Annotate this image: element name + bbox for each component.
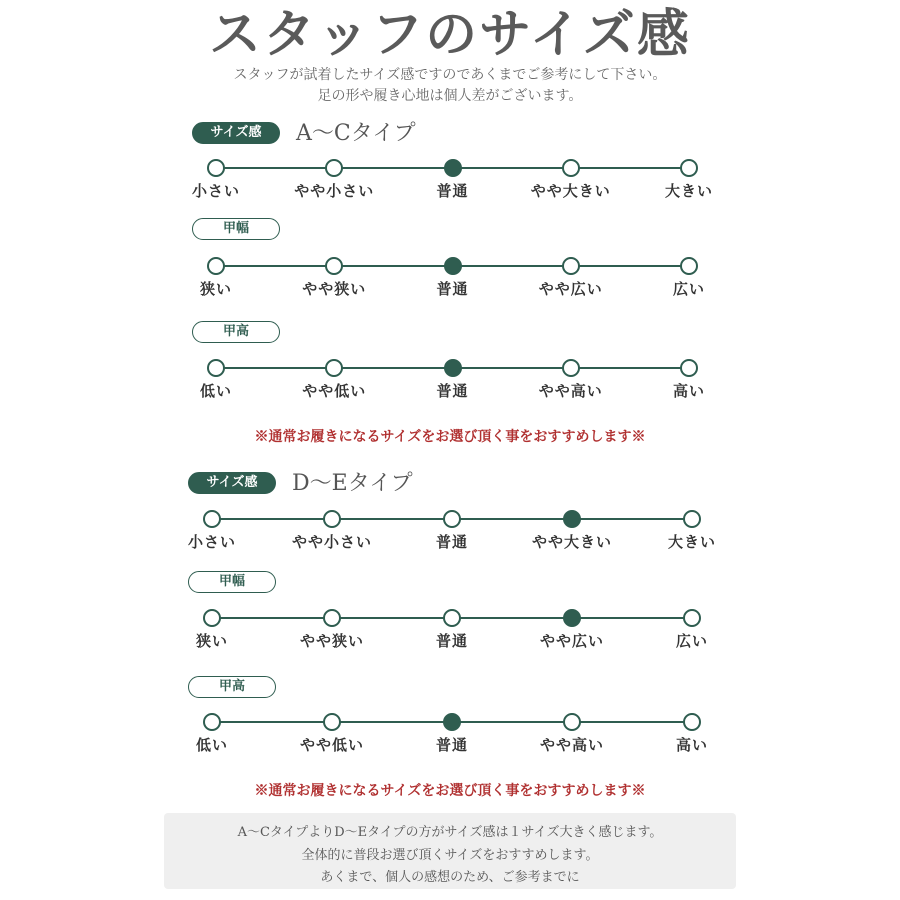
scale-label: 低い <box>195 736 228 754</box>
scale-label: 小さい <box>187 533 236 551</box>
badge-size-a-c: サイズ感 <box>192 122 280 144</box>
scale-label: 大きい <box>664 182 713 200</box>
instep-scale-a-c <box>0 355 900 405</box>
scale-label: やや小さい <box>291 533 372 551</box>
instep-scale-d-e <box>0 709 900 759</box>
scale-dot <box>683 609 701 627</box>
scale-label: 広い <box>672 280 705 298</box>
scale-label: 高い <box>672 382 705 400</box>
scale-dot <box>683 510 701 528</box>
scale-label: 広い <box>675 632 708 650</box>
type-label-d-e: D〜Eタイプ <box>292 471 413 496</box>
scale-label: やや高い <box>538 382 603 400</box>
scale-label: やや狭い <box>299 632 364 650</box>
size-scale-a-c <box>0 155 900 205</box>
scale-label: やや狭い <box>302 280 367 298</box>
badge-width-a-c: 甲幅 <box>192 218 280 240</box>
footer-line-3: あくまで、個人の感想のため、ご参考までに <box>320 870 580 885</box>
scale-dot <box>207 257 225 275</box>
scale-dot <box>562 359 580 377</box>
footer-note-box <box>164 813 736 889</box>
scale-label: やや低い <box>299 736 364 754</box>
scale-label: やや大きい <box>530 182 611 200</box>
scale-label: 狭い <box>199 280 232 298</box>
scale-dot-selected <box>443 713 461 731</box>
scale-label: 狭い <box>195 632 228 650</box>
scale-dot-selected <box>444 159 462 177</box>
scale-dot <box>323 713 341 731</box>
scale-dot-selected <box>444 257 462 275</box>
scale-label: 普通 <box>435 632 468 650</box>
scale-dot <box>563 713 581 731</box>
badge-width-d-e: 甲幅 <box>188 571 276 593</box>
scale-label: やや大きい <box>531 533 612 551</box>
scale-label: やや高い <box>539 736 604 754</box>
scale-label: 低い <box>199 382 232 400</box>
type-label-a-c: A〜Cタイプ <box>296 121 416 146</box>
width-scale-d-e <box>0 605 900 655</box>
scale-dot <box>323 609 341 627</box>
scale-label: やや低い <box>302 382 367 400</box>
scale-label: 普通 <box>436 182 469 200</box>
scale-label: 普通 <box>436 280 469 298</box>
scale-label: 普通 <box>436 382 469 400</box>
scale-dot <box>203 609 221 627</box>
badge-size-d-e: サイズ感 <box>188 472 276 494</box>
scale-dot <box>680 257 698 275</box>
scale-label: やや小さい <box>294 182 375 200</box>
scale-dot <box>203 713 221 731</box>
scale-dot-selected <box>563 510 581 528</box>
badge-instep-d-e: 甲高 <box>188 676 276 698</box>
scale-dot-selected <box>563 609 581 627</box>
footer-line-1: A〜CタイプよりD〜Eタイプの方がサイズ感は１サイズ大きく感じます。 <box>237 825 663 840</box>
scale-label: やや広い <box>538 280 603 298</box>
badge-instep-a-c: 甲高 <box>192 321 280 343</box>
scale-dot <box>207 159 225 177</box>
scale-dot <box>562 159 580 177</box>
size-scale-d-e <box>0 506 900 556</box>
scale-dot <box>443 609 461 627</box>
recommend-note-a-c: ※通常お履きになるサイズをお選び頂く事をおすすめします※ <box>254 429 646 445</box>
recommend-note-d-e: ※通常お履きになるサイズをお選び頂く事をおすすめします※ <box>254 783 646 799</box>
scale-label: 普通 <box>435 736 468 754</box>
footer-line-2: 全体的に普段お選び頂くサイズをおすすめします。 <box>301 848 599 863</box>
scale-dot <box>683 713 701 731</box>
scale-dot <box>323 510 341 528</box>
scale-label: 小さい <box>191 182 240 200</box>
scale-dot <box>680 359 698 377</box>
scale-dot <box>562 257 580 275</box>
scale-dot <box>325 359 343 377</box>
scale-dot <box>443 510 461 528</box>
scale-label: 普通 <box>435 533 468 551</box>
scale-label: やや広い <box>539 632 604 650</box>
width-scale-a-c <box>0 253 900 303</box>
scale-dot-selected <box>444 359 462 377</box>
subtitle-line-2: 足の形や履き心地は個人差がございます。 <box>317 88 583 104</box>
scale-dot <box>207 359 225 377</box>
scale-dot <box>325 159 343 177</box>
scale-dot <box>680 159 698 177</box>
page-title: スタッフのサイズ感 <box>209 4 691 65</box>
scale-label: 大きい <box>667 533 716 551</box>
scale-dot <box>203 510 221 528</box>
subtitle-line-1: スタッフが試着したサイズ感ですのであくまでご参考にして下さい。 <box>233 67 667 83</box>
scale-label: 高い <box>675 736 708 754</box>
scale-dot <box>325 257 343 275</box>
